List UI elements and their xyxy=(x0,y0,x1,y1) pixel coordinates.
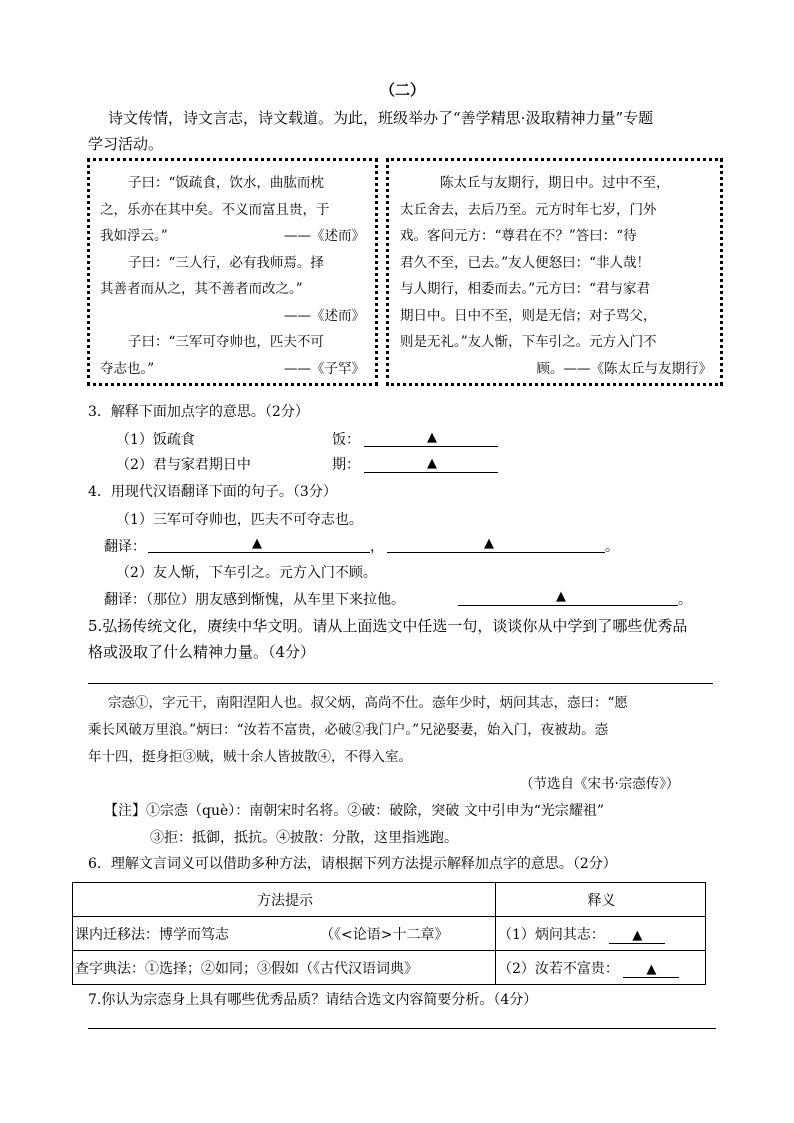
answer-triangle-icon: ▲ xyxy=(427,430,437,445)
chen-line: 太丘舍去，去后乃至。元方时年七岁，门外 xyxy=(400,201,657,218)
q5-line-2: 格或汲取了什么精神力量。（4分） xyxy=(88,643,316,661)
intro-line-1: 诗文传情，诗文言志，诗文载道。为此，班级举办了“善学精思·汲取精神力量”专题 xyxy=(108,109,654,127)
q6-row1-method-cell xyxy=(73,917,496,951)
q6-answer1-line[interactable] xyxy=(609,929,665,944)
answer-triangle-icon: ▲ xyxy=(484,536,494,551)
analects-line: 我如浮云。” xyxy=(100,228,168,244)
chen-taiqiu-text xyxy=(400,170,712,382)
analects-line-with-source xyxy=(100,356,365,383)
answer-triangle-icon: ▲ xyxy=(632,927,643,943)
analects-line-with-source xyxy=(100,223,365,250)
chen-line: 与人期行，相委而去。”元方曰：“君与家君 xyxy=(400,281,651,297)
q4-title: 4．用现代汉语翻译下面的句子。（3分） xyxy=(88,484,337,500)
q6-title: 6．理解文言词义可以借助多种方法，请根据下列方法提示解释加点字的意思。（2分） xyxy=(88,856,617,872)
passage2-line-3: 年十四，挺身拒③贼，贼十余人皆披散④，不得入室。 xyxy=(88,749,412,765)
q6-header-meaning: 释义 xyxy=(496,883,706,917)
answer-triangle-icon: ▲ xyxy=(556,589,566,604)
q4-period-2: 。 xyxy=(678,592,692,608)
chen-line: 君久不至，已去。”友人便怒曰：“非人哉！ xyxy=(400,254,651,271)
passage2-source: （节选自《宋书·宗悫传》） xyxy=(520,776,680,792)
section-title: （二） xyxy=(380,81,426,99)
q3-title: 3．解释下面加点字的意思。（2分） xyxy=(88,404,309,420)
q6-row2-method: 查字典法：①选择；②如同；③假如（《古代汉语词典》 xyxy=(73,951,496,985)
q3-item1-label: （1）饭疏食 xyxy=(116,432,195,448)
intro-line-2: 学习活动。 xyxy=(88,135,164,153)
q4-item1: （1）三军可夺帅也，匹夫不可夺志也。 xyxy=(116,512,363,528)
q6-row1-method: 课内迁移法：博学而笃志 xyxy=(75,926,229,943)
analects-line: 之，乐亦在其中矣。不义而富且贵，于 xyxy=(100,201,330,218)
answer-triangle-icon: ▲ xyxy=(427,456,437,471)
analects-line: 夺志也。” xyxy=(100,360,155,377)
answer-triangle-icon: ▲ xyxy=(252,536,262,551)
q3-answer1-line[interactable] xyxy=(364,446,498,447)
chen-line-source: 顾。——《陈太丘与友期行》 xyxy=(536,360,712,377)
q4-period: 。 xyxy=(605,539,619,555)
q3-answer2-line[interactable] xyxy=(364,472,498,473)
chen-line: 陈太丘与友期行，期日中。过中不至， xyxy=(440,175,670,191)
q7-title: 7.你认为宗悫身上具有哪些优秀品质？请结合选文内容简要分析。（4分） xyxy=(88,992,538,1008)
q6-row1-source: （《<论语>十二章》 xyxy=(320,926,449,943)
answer-triangle-icon: ▲ xyxy=(646,961,657,977)
chen-line: 戏。客问元方：“尊君在不？”答曰：“待 xyxy=(400,228,637,244)
chen-line: 则是无礼。”友人惭，下车引之。元方入门不 xyxy=(400,334,657,350)
q4-comma: ， xyxy=(370,539,384,555)
q4-item2: （2）友人惭，下车引之。元方入门不顾。 xyxy=(116,565,377,581)
passage2-line-2: 乘长风破万里浪。”炳曰：“汝若不富贵，必破②我门户。”兄泌娶妻，始入门，夜被劫。悫 xyxy=(88,722,609,738)
q4-answer1b-line[interactable] xyxy=(387,552,605,553)
analects-line: 子曰：“三军可夺帅也，匹夫不可 xyxy=(128,334,324,350)
notes-line-1: 【注】①宗悫（què）：南朝宋时名将。②破：破除，突破 文中引申为“光宗耀祖” xyxy=(104,803,605,819)
q6-answer2-line[interactable] xyxy=(623,963,679,978)
q4-answer1a-line[interactable] xyxy=(148,552,370,553)
analects-line: 子曰：“饭疏食，饮水，曲肱而枕 xyxy=(128,175,324,191)
q6-row1-meaning-cell xyxy=(496,917,706,951)
q6-row2-meaning-cell xyxy=(496,951,706,985)
q7-answer-line[interactable] xyxy=(88,1028,716,1029)
analects-source: ——《子罕》 xyxy=(284,360,365,377)
q6-row2-meaning: （2）汝若不富贵： xyxy=(498,960,619,977)
chen-line: 期日中。日中不至，则是无信；对子骂父， xyxy=(400,307,657,324)
analects-line: 其善者而从之，其不善者而改之。” xyxy=(100,281,303,297)
analects-source: ——《述而》 xyxy=(284,307,365,324)
analects-text xyxy=(100,170,365,382)
q3-item2-label: （2）君与家君期日中 xyxy=(116,457,251,473)
q5-line-1: 5.弘扬传统文化，赓续中华文明。请从上面选文中任选一句，谈谈你从中学到了哪些优秀品 xyxy=(88,617,688,635)
q3-item1-key: 饭： xyxy=(332,432,360,448)
analects-line: 子曰：“三人行，必有我师焉。择 xyxy=(128,254,324,271)
q4-answer2-line[interactable] xyxy=(458,605,678,606)
q4-translate-label: 翻译： xyxy=(104,539,146,555)
q6-header-method: 方法提示 xyxy=(73,883,496,917)
q3-item2-key: 期： xyxy=(332,457,360,473)
q6-row1-meaning: （1）炳问其志： xyxy=(498,926,605,943)
q5-answer-line[interactable] xyxy=(88,683,713,684)
notes-line-2: ③拒：抵御，抵抗。④披散：分散，这里指逃跑。 xyxy=(150,830,458,846)
passage2-line-1: 宗悫①，字元干，南阳涅阳人也。叔父炳，高尚不仕。悫年少时，炳问其志，悫曰：“愿 xyxy=(108,695,628,711)
analects-source: ——《述而》 xyxy=(284,228,365,244)
q6-method-table xyxy=(72,882,706,985)
q4-item2-translation: 翻译：（那位）朋友感到惭愧，从车里下来拉他。 xyxy=(104,592,405,608)
